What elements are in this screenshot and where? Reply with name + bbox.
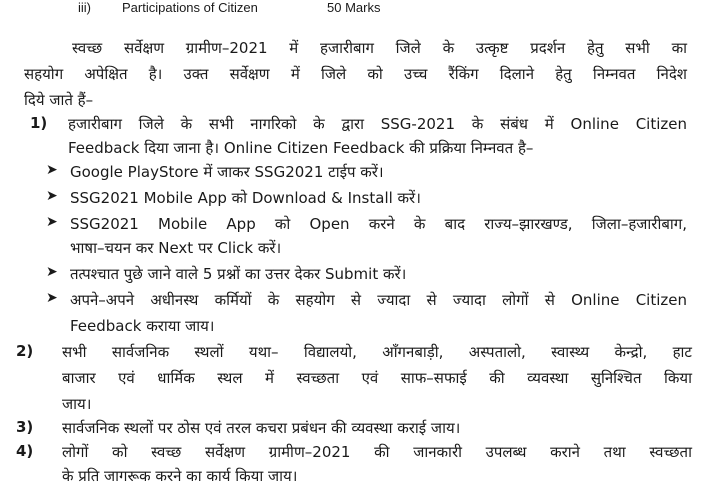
item-3-number: 3) xyxy=(16,418,34,436)
header-marks: 50 Marks xyxy=(327,0,381,15)
bullet-3-line-2: भाषा–चयन कर Next पर Click करें। xyxy=(70,239,282,257)
bullet-5-line-2: Feedback कराया जाय। xyxy=(70,317,215,335)
bullet-5-line-1: अपने–अपने अधीनस्थ कर्मियों के सहयोग से ज्यादा से ज्यादा लोगों से Online Citizen xyxy=(70,291,687,309)
bullet-arrow-icon: ➤ xyxy=(46,290,58,306)
intro-line-2: सहयोग अपेक्षित है। उक्त सर्वेक्षण में जिले को उच्च रैंकिंग दिलाने हेतु निम्नवत निदेश xyxy=(24,65,687,83)
item-2-line-3: जाय। xyxy=(62,395,92,413)
item-3-line-1: सार्वजनिक स्थलों पर ठोस एवं तरल कचरा प्रबंधन की व्यवस्था कराई जाय। xyxy=(62,419,461,437)
item-1-line-2: Feedback दिया जाना है। Online Citizen Feedback की प्रक्रिया निम्नवत है– xyxy=(68,139,534,157)
item-2-line-2: बाजार एवं धार्मिक स्थल में स्वच्छता एवं साफ–सफाई की व्यवस्था सुनिश्चित किया xyxy=(62,369,692,387)
item-1-number: 1) xyxy=(30,114,48,132)
header-title: Participations of Citizen xyxy=(122,0,258,15)
bullet-2-line-1: SSG2021 Mobile App को Download & Install करें। xyxy=(70,189,421,207)
bullet-1-line-1: Google PlayStore में जाकर SSG2021 टाईप करें। xyxy=(70,163,384,181)
bullet-4-line-1: तत्पश्चात पुछे जाने वाले 5 प्रश्नों का उत्तर देकर Submit करें। xyxy=(70,265,407,283)
item-2-number: 2) xyxy=(16,342,34,360)
bullet-arrow-icon: ➤ xyxy=(46,188,58,204)
bullet-3-line-1: SSG2021 Mobile App को Open करने के बाद राज्य–झारखण्ड, जिला–हजारीबाग, xyxy=(70,215,687,233)
item-2-line-1: सभी सार्वजनिक स्थलों यथा– विद्यालयो, आँगनबाड़ी, अस्पतालो, स्वास्थ्य केन्द्रो, हाट xyxy=(62,343,692,361)
bullet-arrow-icon: ➤ xyxy=(46,162,58,178)
header-roman-numeral: iii) xyxy=(78,0,91,15)
item-4-number: 4) xyxy=(16,442,34,460)
item-1-line-1: हजारीबाग जिले के सभी नागरिको के द्वारा SSG-2021 के संबंध में Online Citizen xyxy=(68,115,687,133)
item-4-line-2: के प्रति जागरूक करने का कार्य किया जाय। xyxy=(62,467,298,485)
intro-line-1: स्वच्छ सर्वेक्षण ग्रामीण–2021 में हजारीबाग जिले के उत्कृष्ट प्रदर्शन हेतु सभी का xyxy=(72,39,687,57)
bullet-arrow-icon: ➤ xyxy=(46,214,58,230)
item-4-line-1: लोगों को स्वच्छ सर्वेक्षण ग्रामीण–2021 की जानकारी उपलब्ध कराने तथा स्वच्छता xyxy=(62,443,692,461)
intro-line-3: दिये जाते हैं– xyxy=(24,91,94,109)
bullet-arrow-icon: ➤ xyxy=(46,264,58,280)
